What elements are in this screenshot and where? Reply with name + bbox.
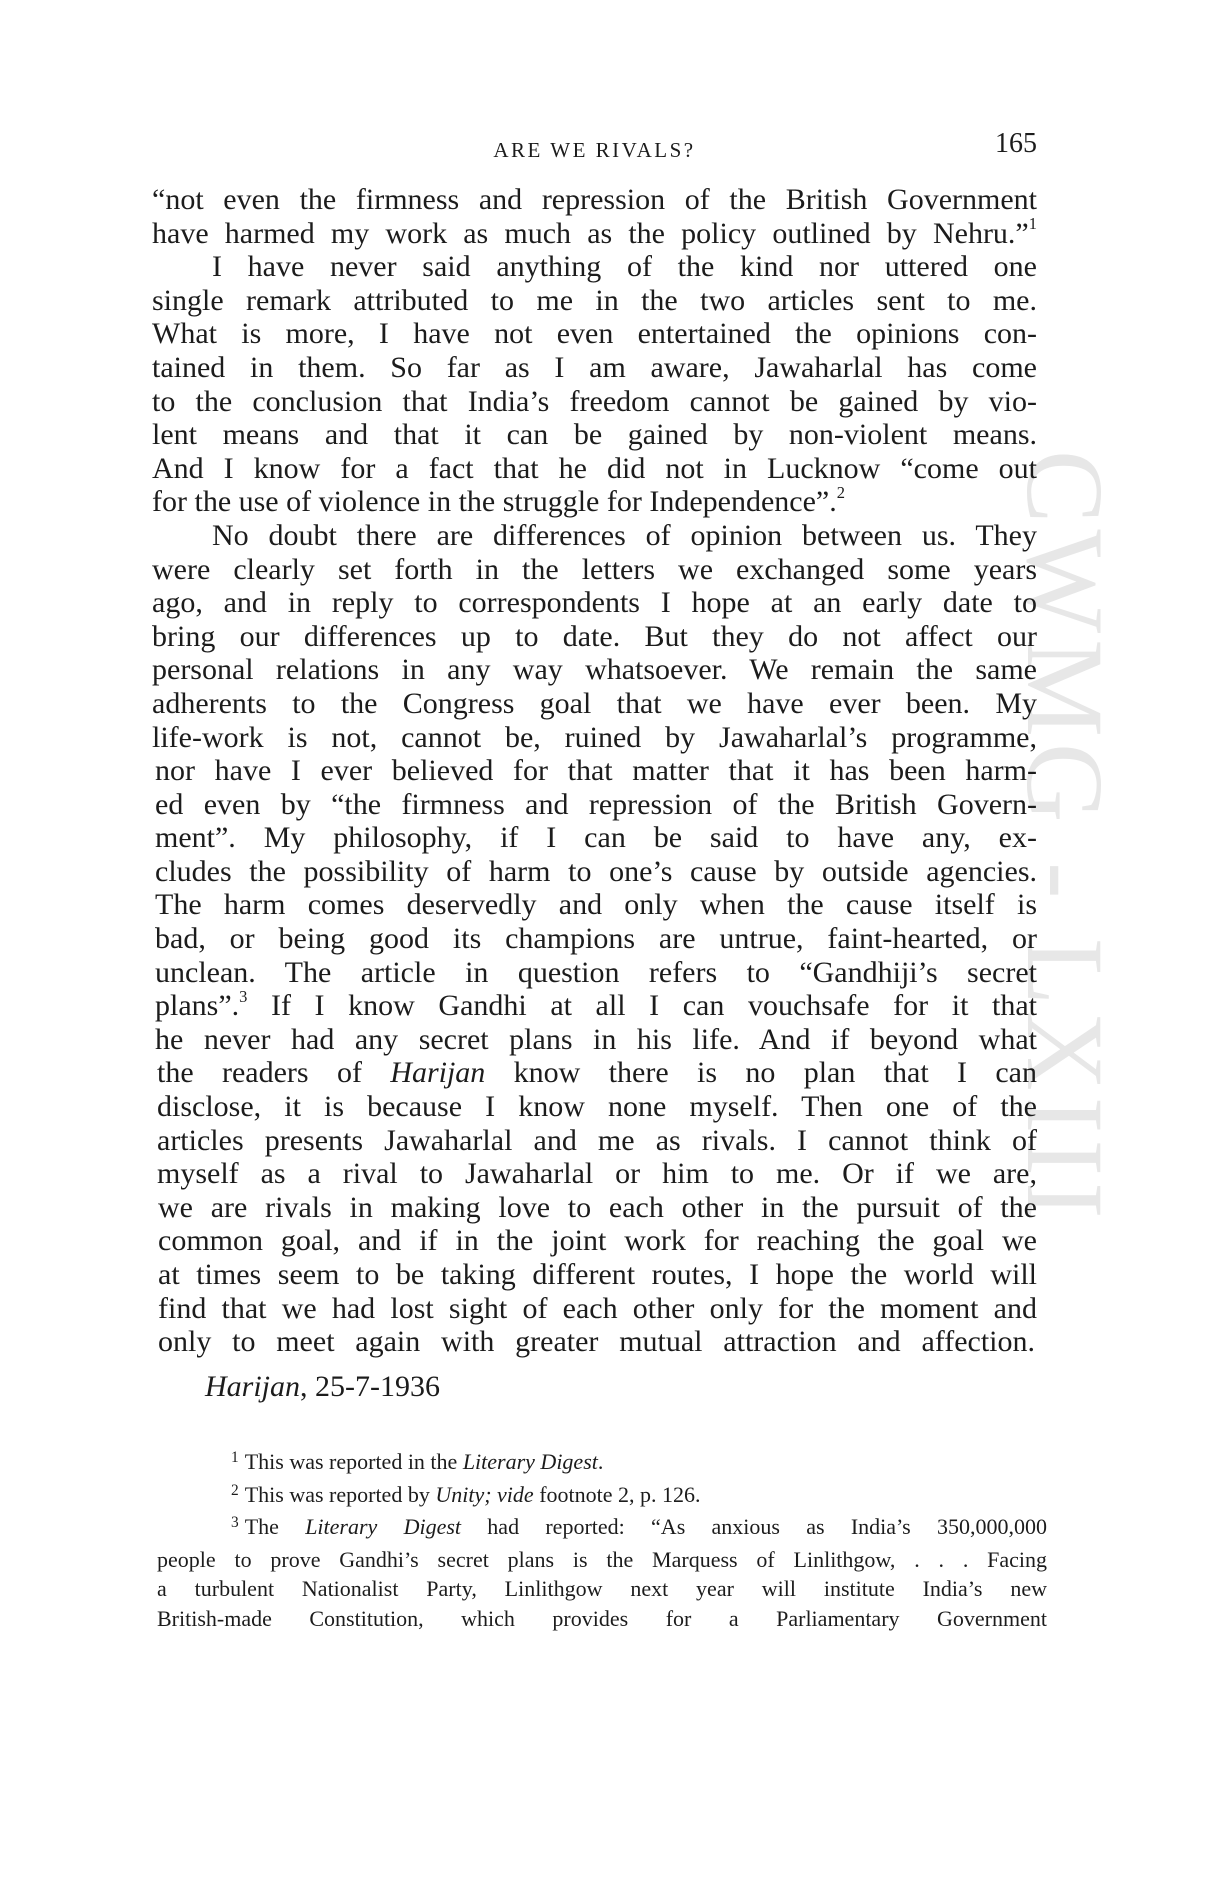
page-number: 165	[995, 128, 1037, 159]
text-line: we are rivals in making love to each other in the pursuit of the	[158, 1190, 1037, 1224]
text-line: myself as a rival to Jawaharlal or him to me. Or if we are,	[157, 1157, 1037, 1191]
text-line: plans”.$^3$ If I know Gandhi at all I can vouchsafe for it that	[155, 986, 1037, 1023]
text-line: single remark attributed to me in the two articles sent to me.	[152, 283, 1037, 317]
text-line: were clearly set forth in the letters we exchanged some years	[152, 552, 1037, 586]
text-line: ed even by “the firmness and repression of the British Govern-	[155, 787, 1037, 821]
text-line: bad, or being good its champions are untrue, faint-hearted, or	[155, 922, 1037, 956]
text-line: adherents to the Congress goal that we have ever been. My	[152, 686, 1037, 720]
watermark: CWMG - LXIII	[1004, 450, 1126, 1225]
footnote-2: $^2$ This was reported by Unity; vide footnote 2, p. 126.	[231, 1481, 701, 1507]
page-header	[152, 128, 1037, 168]
text-line: to the conclusion that India’s freedom cannot be gained by vio-	[152, 384, 1037, 418]
footnotes	[157, 1447, 1047, 1633]
text-line: unclean. The article in question refers to “Gandhiji’s secret	[155, 955, 1037, 989]
running-head: ARE WE RIVALS?	[493, 138, 696, 162]
text-line: disclose, it is because I know none myself. Then one of the	[157, 1090, 1037, 1124]
footnote-ref: 2	[836, 482, 845, 502]
text-line: the readers of Harijan know there is no plan that I can	[157, 1056, 1037, 1090]
text-line: nor have I ever believed for that matter that it has been harm-	[155, 754, 1037, 788]
text-line: life-work is not, cannot be, ruined by Jawaharlal’s programme,	[152, 720, 1037, 754]
text-line: articles presents Jawaharlal and me as rivals. I cannot think of	[157, 1123, 1037, 1157]
text-line: cludes the possibility of harm to one’s cause by outside agencies.	[155, 854, 1037, 888]
footnote-1: $^1$ This was reported in the Literary Digest.	[231, 1449, 604, 1474]
footnote-ref: 1	[1028, 214, 1037, 234]
text-line: ago, and in reply to correspondents I hope at an early date to	[152, 586, 1037, 620]
source-date: , 25-7-1936	[300, 1370, 440, 1403]
text-line: bring our differences up to date. But they do not affect our	[152, 619, 1037, 653]
text-line: And I know for a fact that he did not in Lucknow “come out	[152, 451, 1037, 485]
text-line: he never had any secret plans in his life. And if beyond what	[155, 1022, 1037, 1056]
footnote-3: $^3$ The Literary Digest had reported: “As anxious as India’s 350,000,000	[231, 1514, 1048, 1539]
source-publication: Harijan	[205, 1370, 301, 1403]
footnote-3-line: people to prove Gandhi’s secret plans is the Marquess of Linlithgow, . . . Facing	[157, 1546, 1047, 1572]
text-line: tained in them. So far as I am aware, Jawaharlal has come	[152, 350, 1037, 384]
text-line: at times seem to be taking different routes, I hope the world will	[158, 1258, 1037, 1291]
text-line: for the use of violence in the struggle for Independence”.$^2$	[152, 482, 845, 519]
text-line: What is more, I have not even entertained the opinions con-	[152, 317, 1037, 351]
text-line: common goal, and if in the joint work for reaching the goal we	[158, 1224, 1037, 1258]
text-line: ment”. My philosophy, if I can be said to have any, ex-	[155, 821, 1037, 855]
text-line: find that we had lost sight of each other only for the moment and	[158, 1291, 1037, 1325]
text-line: I have never said anything of the kind nor uttered one	[212, 250, 1037, 284]
text-line: have harmed my work as much as the policy outlined by Nehru.”$^1$	[152, 214, 1037, 250]
text-line: The harm comes deservedly and only when the cause itself is	[155, 888, 1037, 922]
footnote-3-line: British-made Constitution, which provides for a Parliamentary Government	[157, 1605, 1047, 1631]
footnote-ref: 3	[239, 986, 248, 1006]
text-line: lent means and that it can be gained by non-violent means.	[152, 418, 1037, 452]
text-line: “not even the firmness and repression of the British Government	[152, 183, 1037, 216]
text-line: personal relations in any way whatsoever. We remain the same	[152, 653, 1037, 687]
footnote-3-line: a turbulent Nationalist Party, Linlithgow next year will institute India’s new	[157, 1576, 1047, 1601]
publication-title: Harijan	[390, 1056, 486, 1090]
body-text	[152, 183, 1037, 1359]
text-line: only to meet again with greater mutual attraction and affection.	[158, 1325, 1035, 1359]
text-line: No doubt there are differences of opinion between us. They	[212, 518, 1037, 552]
source-citation	[205, 1370, 440, 1404]
